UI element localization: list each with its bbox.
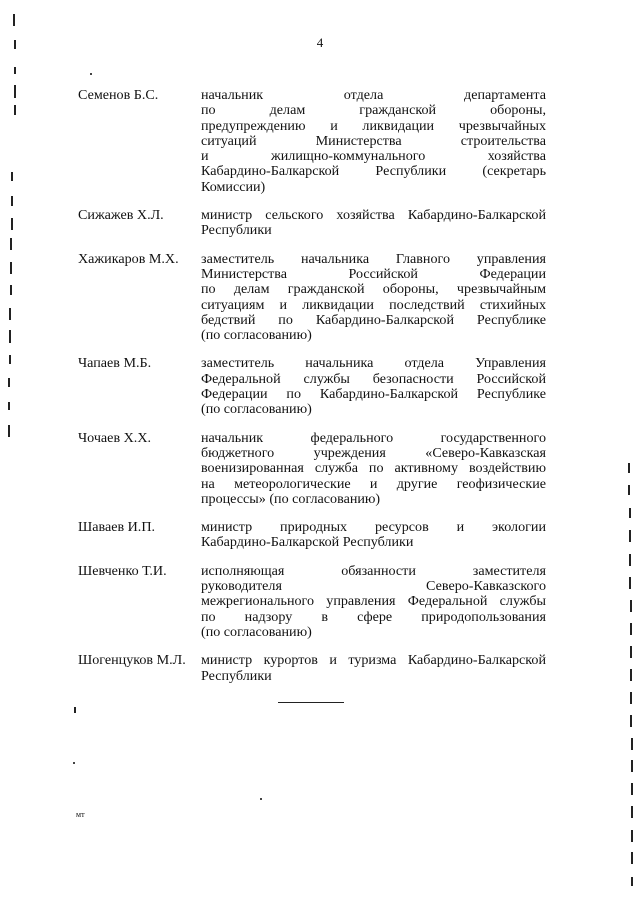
position-line: процессы» (по согласованию) — [201, 490, 381, 507]
position-line: Комиссии) — [201, 178, 266, 195]
member-entry — [78, 653, 548, 684]
position-line: заместитель начальника Главного управления — [201, 250, 546, 267]
position-line: по надзору в сфере природопользования — [201, 608, 546, 625]
member-entry — [78, 356, 548, 417]
member-position — [201, 208, 546, 239]
position-line: ситуаций Министерства строительства — [201, 132, 546, 149]
position-line: министр сельского хозяйства Кабардино-Балкарской — [201, 207, 546, 224]
member-entry — [78, 208, 548, 239]
position-line: Федерации по Кабардино-Балкарской Республике — [201, 386, 546, 403]
position-line: на метеорологические и другие геофизические — [201, 475, 546, 492]
member-name: Хажикаров М.Х. — [78, 250, 179, 267]
footer-initials: мт — [76, 810, 85, 819]
member-name: Семенов Б.С. — [78, 87, 159, 103]
member-entry — [78, 520, 548, 551]
member-position — [201, 252, 546, 344]
member-name: Шаваев И.П. — [78, 519, 156, 536]
position-line: по делам гражданской обороны, — [201, 102, 546, 119]
position-line: начальник федерального государственного — [201, 429, 546, 446]
position-line: начальник отдела департамента — [201, 87, 546, 103]
member-entry — [78, 252, 548, 344]
position-line: (по согласованию) — [201, 623, 312, 640]
member-name: Сижажев Х.Л. — [78, 207, 164, 224]
member-name: Шогенцуков М.Л. — [78, 652, 186, 669]
position-line: Министерства Российской Федерации — [201, 265, 546, 282]
member-position — [201, 88, 546, 195]
position-line: Кабардино-Балкарской Республики (секретарь — [201, 163, 546, 180]
position-line: (по согласованию) — [201, 327, 312, 344]
position-line: военизированная служба по активному воздействию — [201, 460, 546, 477]
position-line: заместитель начальника отдела Управления — [201, 355, 546, 372]
member-entry — [78, 431, 548, 507]
position-line: исполняющая обязанности заместителя — [201, 562, 546, 579]
position-line: министр природных ресурсов и экологии — [201, 519, 546, 536]
commission-members-list — [78, 88, 548, 697]
member-name: Шевченко Т.И. — [78, 562, 167, 579]
position-line: Республики — [201, 222, 272, 239]
member-name: Чапаев М.Б. — [78, 355, 152, 372]
position-line: Федеральной службы безопасности Российской — [201, 370, 546, 387]
position-line: бюджетного учреждения «Северо-Кавказская — [201, 444, 546, 461]
position-line: предупреждению и ликвидации чрезвычайных — [201, 117, 546, 134]
position-line: ситуациям и ликвидации последствий стихийных — [201, 296, 546, 313]
position-line: руководителя Северо-Кавказского — [201, 578, 546, 595]
member-position — [201, 520, 546, 551]
position-line: министр курортов и туризма Кабардино-Балкарской — [201, 652, 546, 669]
member-position — [201, 653, 546, 684]
separator-line — [278, 702, 344, 703]
member-position — [201, 564, 546, 640]
position-line: бедствий по Кабардино-Балкарской Республике — [201, 311, 546, 328]
position-line: (по согласованию) — [201, 401, 312, 418]
member-position — [201, 431, 546, 507]
member-name: Чочаев Х.Х. — [78, 429, 152, 446]
position-line: и жилищно-коммунального хозяйства — [201, 148, 546, 165]
position-line: Республики — [201, 667, 272, 684]
member-entry — [78, 564, 548, 640]
position-line: Кабардино-Балкарской Республики — [201, 534, 414, 551]
position-line: межрегионального управления Федеральной службы — [201, 593, 546, 610]
position-line: по делам гражданской обороны, чрезвычайным — [201, 281, 546, 298]
page-number: 4 — [316, 35, 324, 50]
member-position — [201, 356, 546, 417]
member-entry — [78, 88, 548, 195]
